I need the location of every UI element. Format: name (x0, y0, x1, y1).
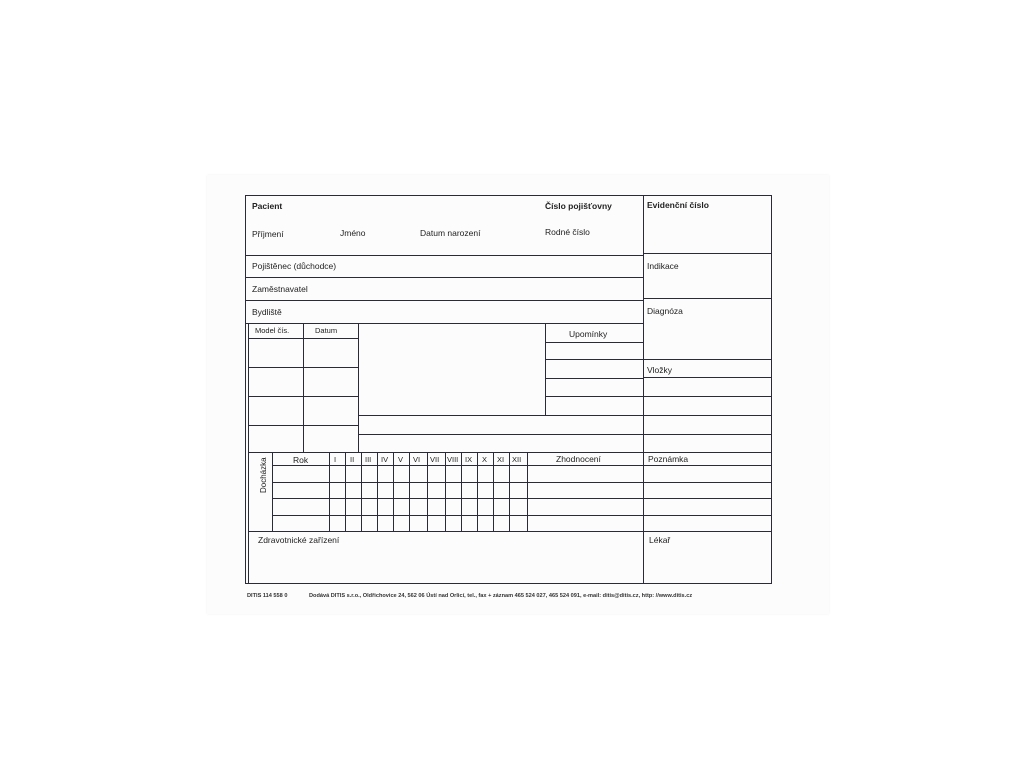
line (643, 298, 772, 299)
line (272, 452, 273, 531)
month-label: II (350, 455, 355, 464)
line (643, 195, 644, 584)
line (377, 452, 378, 531)
line (643, 396, 772, 397)
line (358, 323, 359, 452)
line (393, 452, 394, 531)
line (409, 452, 410, 531)
month-label: IV (381, 455, 389, 464)
label-rok: Rok (293, 455, 309, 465)
line (643, 377, 772, 378)
line (527, 452, 528, 531)
line (248, 531, 772, 532)
month-label: VII (430, 455, 440, 464)
label-rodne-cislo: Rodné číslo (545, 227, 590, 237)
month-label: VI (413, 455, 421, 464)
label-prijmeni: Příjmení (252, 229, 284, 239)
line (303, 323, 304, 452)
month-label: III (365, 455, 372, 464)
label-pojistenec: Pojištěnec (důchodce) (252, 261, 337, 271)
line (361, 452, 362, 531)
line (272, 515, 772, 516)
label-cislo-pojistovny: Číslo pojišťovny (545, 201, 612, 211)
line (545, 378, 643, 379)
label-poznamka: Poznámka (648, 454, 689, 464)
line (245, 300, 643, 301)
line (509, 452, 510, 531)
label-jmeno: Jméno (340, 228, 366, 238)
line (545, 323, 546, 415)
line (545, 359, 643, 360)
label-zamestnavatel: Zaměstnavatel (252, 284, 308, 294)
label-diagnoza: Diagnóza (647, 306, 683, 316)
label-datum-narozeni: Datum narození (420, 228, 481, 238)
line (248, 323, 249, 584)
month-label: XI (497, 455, 505, 464)
line (643, 253, 772, 254)
label-upominky: Upomínky (569, 329, 608, 339)
line (477, 452, 478, 531)
line (329, 452, 330, 531)
label-model-cis: Model čís. (255, 326, 290, 335)
footer-text: Dodává DITIS s.r.o., Oldřichovice 24, 562 06 Ústí nad Orlicí, tel., fax + záznam 465 524 027, 465 524 091, e-mail: ditis@ditis.cz, http: //www.ditis.cz (309, 593, 693, 599)
line (493, 452, 494, 531)
label-evidencni-cislo: Evidenční číslo (647, 200, 709, 210)
label-pacient: Pacient (252, 201, 283, 211)
line (427, 452, 428, 531)
line (248, 452, 772, 453)
label-lekar: Lékař (649, 535, 671, 545)
line (545, 342, 643, 343)
month-label: V (398, 455, 404, 464)
footer-code: DITIS 114 558 0 (247, 593, 288, 599)
line (245, 277, 643, 278)
line (272, 465, 772, 466)
line (245, 255, 643, 256)
month-label: XII (512, 455, 522, 464)
line (643, 359, 772, 360)
month-label: X (482, 455, 488, 464)
label-datum: Datum (315, 326, 338, 335)
month-label: VIII (447, 455, 459, 464)
line (245, 323, 643, 324)
label-indikace: Indikace (647, 261, 679, 271)
line (358, 434, 772, 435)
label-dochazka: Docházka (259, 457, 268, 493)
month-label: I (334, 455, 337, 464)
line (461, 452, 462, 531)
line (272, 498, 772, 499)
line (545, 396, 643, 397)
label-zdravotnicke-zarizeni: Zdravotnické zařízení (258, 535, 340, 545)
month-label: IX (465, 455, 473, 464)
line (345, 452, 346, 531)
line (358, 415, 772, 416)
label-vlozky: Vložky (647, 365, 673, 375)
line (272, 482, 772, 483)
label-zhodnoceni: Zhodnocení (556, 454, 601, 464)
label-bydliste: Bydliště (252, 307, 282, 317)
line (445, 452, 446, 531)
